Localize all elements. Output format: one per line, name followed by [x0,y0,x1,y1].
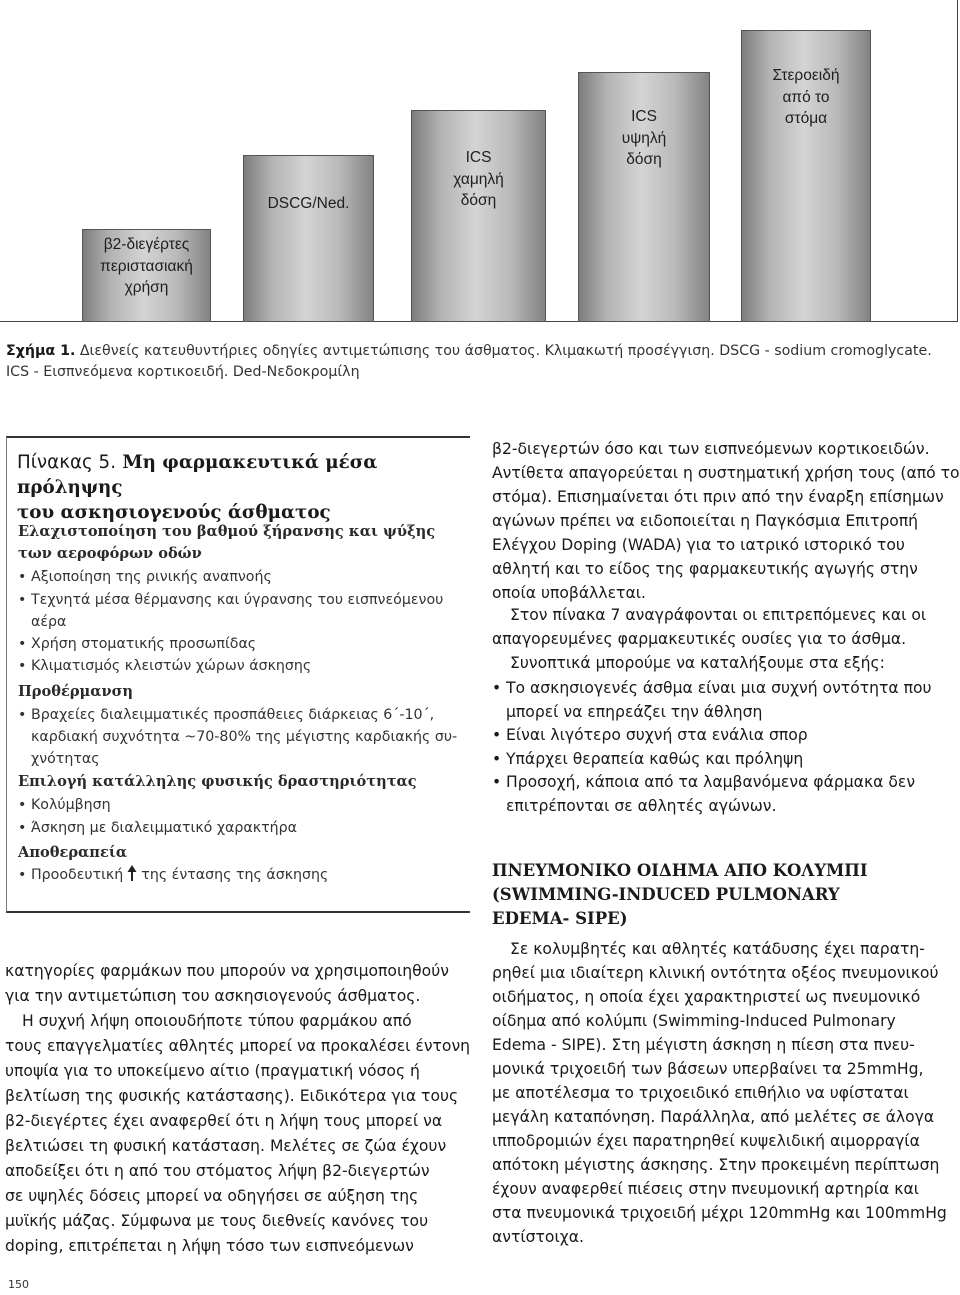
body-text-line: έχουν αναφερθεί πιέσεις στην πνευμονική αρτηρία και [492,1180,920,1198]
body-text-line: μονικά τριχοειδή των βάσεων υπερβαίνει τα 25mmHg, [492,1060,924,1078]
table-item-continuation: αέρα [31,614,67,630]
section-heading: ΠΝΕΥΜΟΝΙΚΟ ΟΙΔΗΜΑ ΑΠΟ ΚΟΛΥΜΠΙ [492,861,868,880]
table-item: • Αξιοποίηση της ρινικής αναπνοής [18,569,272,585]
arrow-up-icon [127,864,137,882]
table-section-heading: Προθέρμανση [18,683,133,700]
section-heading: EDEMA- SIPE) [492,909,628,928]
body-text-line: υποψία για το υποκείμενο αίτιο (πραγματική νόσος ή [5,1062,420,1080]
bar-ics-high [578,72,710,322]
body-text-line: βελτίωση της φυσικής κατάστασης). Ειδικότερα για τους [5,1087,459,1105]
bar-ics-low [411,110,546,322]
body-text-line: τους επαγγελματίες αθλητές μπορεί να προκαλέσει έντονη [5,1037,471,1055]
summary-bullet: • Είναι λιγότερο συχνή στα ενάλια σπορ [492,726,808,744]
page-number: 150 [8,1278,29,1291]
body-text-line: απαγορευμένες φαρμακευτικές ουσίες για το άσθμα. [492,630,907,648]
bar-label: ICS υψηλή δόση [621,108,667,168]
body-text-line: Edema - SIPE). Στη μέγιστη άσκηση η πίεση στα πνευ- [492,1036,915,1054]
body-text-line: Σε κολυμβητές και αθλητές κατάδυσης έχει παρατη- [510,940,925,958]
body-text-line: Στον πίνακα 7 αναγράφονται οι επιτρεπόμενες και οι [510,606,927,624]
bar-label: DSCG/Ned. [267,195,350,212]
body-text-line: στα πνευμονικά τριχοειδή μέχρι 120mmHg και 100mmHg [492,1204,947,1222]
body-text-line: β2-διεγερτών όσο και των εισπνεόμενων κορτικοειδών. [492,440,930,458]
body-text-line: σε υψηλές δόσεις μπορεί να οδηγήσει σε αύξηση της [5,1187,419,1205]
bar-beta2-agonists [82,229,211,322]
table-item: • Προοδευτική της έντασης της άσκησης [18,864,468,887]
body-text-line: για την αντιμετώπιση του ασκησιογενούς άσθματος. [5,987,421,1005]
summary-bullet: • Το ασκησιογενές άσθμα είναι μια συχνή οντότητα που [492,679,932,697]
table-item: • Άσκηση με διαλειμματικό χαρακτήρα [18,820,298,836]
body-text-line: Συνοπτικά μπορούμε να καταλήξουμε στα εξής: [510,654,885,672]
body-text-line: απότοκη μέγιστης άσκησης. Στην προκειμένη περίπτωση [492,1156,940,1174]
body-text-line: αντίστοιχα. [492,1228,584,1246]
table-item-continuation: καρδιακή συχνότητα ~70-80% της μέγιστης καρδιακής συ- [31,729,458,745]
body-text-line: μεγάλη καταπόνηση. Παράλληλα, από μελέτες σε άλογα [492,1108,935,1126]
table-item: • Χρήση στοματικής προσωπίδας [18,636,257,652]
body-text-line: κατηγορίες φαρμάκων που μπορούν να χρησιμοποιηθούν [5,962,449,980]
body-text-line: στόμα). Επισημαίνεται ότι πριν από την έναρξη επίσημων [492,488,944,506]
table-item: • Τεχνητά μέσα θέρμανσης και ύγρανσης του εισπνεόμενου [18,592,444,608]
body-text-line: βελτιώσει τη φυσική κατάσταση. Μελέτες σε ζώα έχουν [5,1137,447,1155]
body-text-line: αποδείξει ότι η από του στόματος λήψη β2-διεγερτών [5,1162,430,1180]
table-5 [6,436,470,913]
body-text-line: οποία υποβάλλεται. [492,584,646,602]
body-text-line: β2-διεγέρτες έχει αναφερθεί ότι η λήψη τους μπορεί να [5,1112,443,1130]
body-text-line: αθλητή και το είδος της φαρμακευτικής αγωγής στην [492,560,918,578]
body-text-line: ρηθεί μια ιδιαίτερη κλινική οντότητα οξέος πνευμονικού [492,964,939,982]
table-item: • Βραχείες διαλειμματικές προσπάθειες διάρκειας 6΄-10΄, [18,707,435,723]
section-heading: (SWIMMING-INDUCED PULMONARY [492,885,840,904]
body-text-line: με αποτέλεσμα το τριχοειδικό επιθήλιο να υφίσταται [492,1084,909,1102]
body-text-line: αγώνων πρέπει να ειδοποιείται η Παγκόσμια Επιτροπή [492,512,919,530]
table-section-heading: Ελαχιστοποίηση του βαθμού ξήρανσης και ψύξης των αεροφόρων οδών [18,523,436,562]
summary-bullet: • Προσοχή, κάποια από τα λαμβανόμενα φάρμακα δεν [492,773,916,791]
body-text-line: οίδημα από κολύμπι (Swimming-Induced Pulmonary [492,1012,896,1030]
summary-bullet-continuation: μπορεί να επηρεάζει την άθληση [506,703,763,721]
table-section-heading: Αποθεραπεία [18,844,128,861]
body-text-line: doping, επιτρέπεται η λήψη τόσο των εισπνεόμενων [5,1237,414,1255]
body-text-line: ιπποδρομιών έχει παρατηρηθεί κυψελιδική αιμορραγία [492,1132,920,1150]
body-text-line: οιδήματος, η οποία έχει χαρακτηριστεί ως πνευμονικό [492,988,921,1006]
summary-bullet: • Υπάρχει θεραπεία καθώς και πρόληψη [492,750,804,768]
table-item: • Κλιματισμός κλειστών χώρων άσκησης [18,658,312,674]
bar-dscg [243,155,374,322]
body-text-line: Αντίθετα απαγορεύεται η συστηματική χρήση τους (από το [492,464,960,482]
body-text-line: μυϊκής μάζας. Σύμφωνα με τους διεθνείς κανόνες του [5,1212,429,1230]
body-text-line: Η συχνή λήψη οποιουδήποτε τύπου φαρμάκου από [22,1012,412,1030]
bar-label: β2-διεγέρτες περιστασιακή χρήση [100,236,193,296]
bar-label: Στεροειδή από το στόμα [772,67,840,127]
table-title: Πίνακας 5. Μη φαρμακευτικά μέσα πρόληψης του ασκησιογενούς άσθματος [17,452,378,523]
table-item: • Κολύμβηση [18,797,111,813]
table-section-heading: Επιλογή κατάλληλης φυσικής δραστηριότητας [18,773,417,790]
table-item-continuation: χνότητας [31,751,100,767]
bar-label: ICS χαμηλή δόση [453,149,504,209]
bar-oral-steroids [741,30,871,322]
figure-caption: Σχήμα 1. Διεθνείς κατευθυντήριες οδηγίες αντιμετώπισης του άσθματος. Κλιμακωτή προσέγγιση. DSCG - sodium cromoglycate. ICS - Εισπνεόμενα κορτικοειδή. Ded-Νεδοκρομίλη [6,343,932,380]
body-text-line: Ελέγχου Doping (WADA) για το ιατρικό ιστορικό του [492,536,905,554]
summary-bullet-continuation: επιτρέπονται σε αθλητές αγώνων. [506,797,777,815]
